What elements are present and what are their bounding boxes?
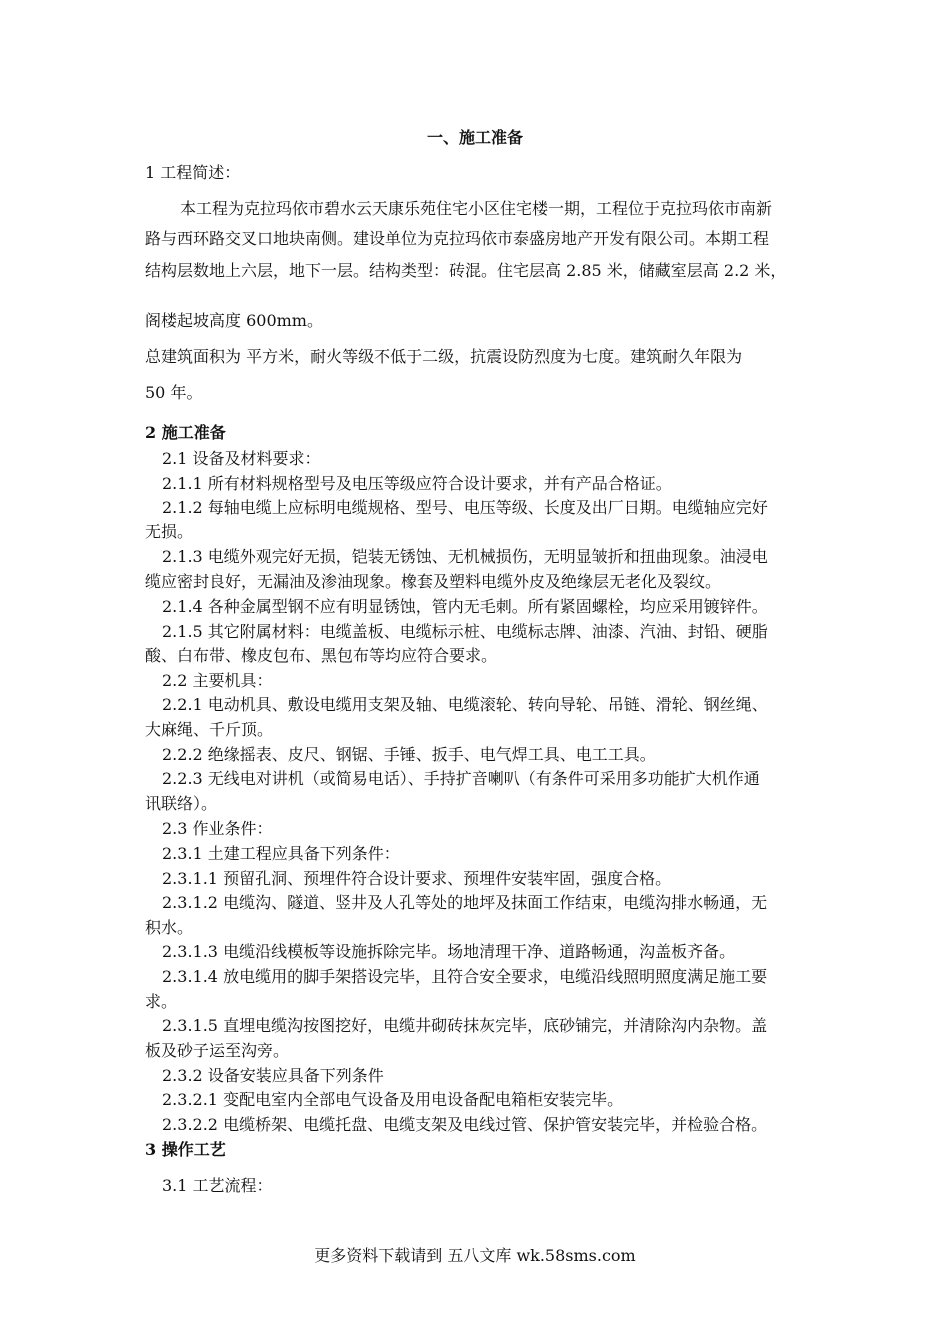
section-1-heading: 1 工程简述： (145, 163, 241, 182)
list-item: 2.1.5 其它附属材料：电缆盖板、电缆标示桩、电缆标志牌、油漆、汽油、封铅、硬脂 (162, 622, 768, 641)
list-item: 2.1.3 电缆外观完好无损，铠装无锈蚀、无机械损伤，无明显皱折和扭曲现象。油浸电 (162, 547, 768, 566)
list-item: 2.1.2 每轴电缆上应标明电缆规格、型号、电压等级、长度及出厂日期。电缆轴应完好 (162, 498, 768, 517)
list-item: 2.1.1 所有材料规格型号及电压等级应符合设计要求，并有产品合格证。 (162, 474, 672, 493)
paragraph-line: 总建筑面积为 平方米，耐火等级不低于二级，抗震设防烈度为七度。建筑耐久年限为 (145, 347, 743, 366)
paragraph-line: 阁楼起坡高度 600mm。 (145, 311, 323, 330)
list-item: 2.2.3 无线电对讲机（或简易电话）、手持扩音喇叭（有条件可采用多功能扩大机作通 (162, 769, 760, 788)
subsection-heading: 2.3 作业条件： (162, 819, 273, 838)
paragraph-line: 结构层数地上六层，地下一层。结构类型：砖混。住宅层高 2.85 米，储藏室层高 2.2 米， (145, 261, 787, 280)
list-item-continuation: 讯联络）。 (145, 794, 218, 813)
page-footer: 更多资料下载请到 五八文库 wk.58sms.com (314, 1246, 636, 1265)
paragraph-line: 本工程为克拉玛依市碧水云天康乐苑住宅小区住宅楼一期，工程位于克拉玛依市南新 (180, 199, 773, 218)
list-item-continuation: 酸、白布带、橡皮包布、黑包布等均应符合要求。 (145, 646, 498, 665)
list-item: 2.2.1 电动机具、敷设电缆用支架及轴、电缆滚轮、转向导轮、吊链、滑轮、钢丝绳、 (162, 695, 768, 714)
paragraph-line: 50 年。 (145, 383, 203, 402)
section-2-heading: 2 施工准备 (145, 423, 226, 442)
list-item-continuation: 求。 (145, 992, 178, 1011)
list-item: 2.3.2.2 电缆桥架、电缆托盘、电缆支架及电线过管、保护管安装完毕，并检验合格。 (162, 1115, 768, 1134)
list-item: 2.3.2.1 变配电室内全部电气设备及用电设备配电箱柜安装完毕。 (162, 1090, 624, 1109)
list-item-continuation: 大麻绳、千斤顶。 (145, 720, 274, 739)
subsection-heading: 3.1 工艺流程： (162, 1176, 273, 1195)
subsection-heading: 2.2 主要机具： (162, 671, 273, 690)
list-item: 2.1.4 各种金属型钢不应有明显锈蚀，管内无毛刺。所有紧固螺栓，均应采用镀锌件。 (162, 597, 768, 616)
list-item: 2.3.1.1 预留孔洞、预埋件符合设计要求、预埋件安装牢固，强度合格。 (162, 869, 672, 888)
list-item: 2.3.1.5 直埋电缆沟按图挖好，电缆井砌砖抹灰完毕，底砂铺完，并清除沟内杂物。盖 (162, 1016, 768, 1035)
list-item: 2.3.1.4 放电缆用的脚手架搭设完毕，且符合安全要求，电缆沿线照明照度满足施工要 (162, 967, 768, 986)
list-item-continuation: 缆应密封良好，无漏油及渗油现象。橡套及塑料电缆外皮及绝缘层无老化及裂纹。 (145, 572, 722, 591)
list-item: 2.3.2 设备安装应具备下列条件 (162, 1066, 384, 1085)
document-title: 一、施工准备 (426, 128, 523, 147)
list-item: 2.2.2 绝缘摇表、皮尺、钢锯、手锤、扳手、电气焊工具、电工工具。 (162, 745, 656, 764)
list-item: 2.3.1.2 电缆沟、隧道、竖井及人孔等处的地坪及抹面工作结束，电缆沟排水畅通，无 (162, 893, 768, 912)
subsection-heading: 2.1 设备及材料要求： (162, 449, 321, 468)
list-item: 2.3.1.3 电缆沿线模板等设施拆除完毕。场地清理干净、道路畅通，沟盖板齐备。 (162, 942, 736, 961)
list-item: 2.3.1 土建工程应具备下列条件： (162, 844, 400, 863)
list-item-continuation: 板及砂子运至沟旁。 (145, 1041, 290, 1060)
section-3-heading: 3 操作工艺 (145, 1140, 226, 1159)
list-item-continuation: 无损。 (145, 522, 194, 541)
paragraph-line: 路与西环路交叉口地块南侧。建设单位为克拉玛依市泰盛房地产开发有限公司。本期工程 (145, 229, 770, 248)
list-item-continuation: 积水。 (145, 918, 194, 937)
